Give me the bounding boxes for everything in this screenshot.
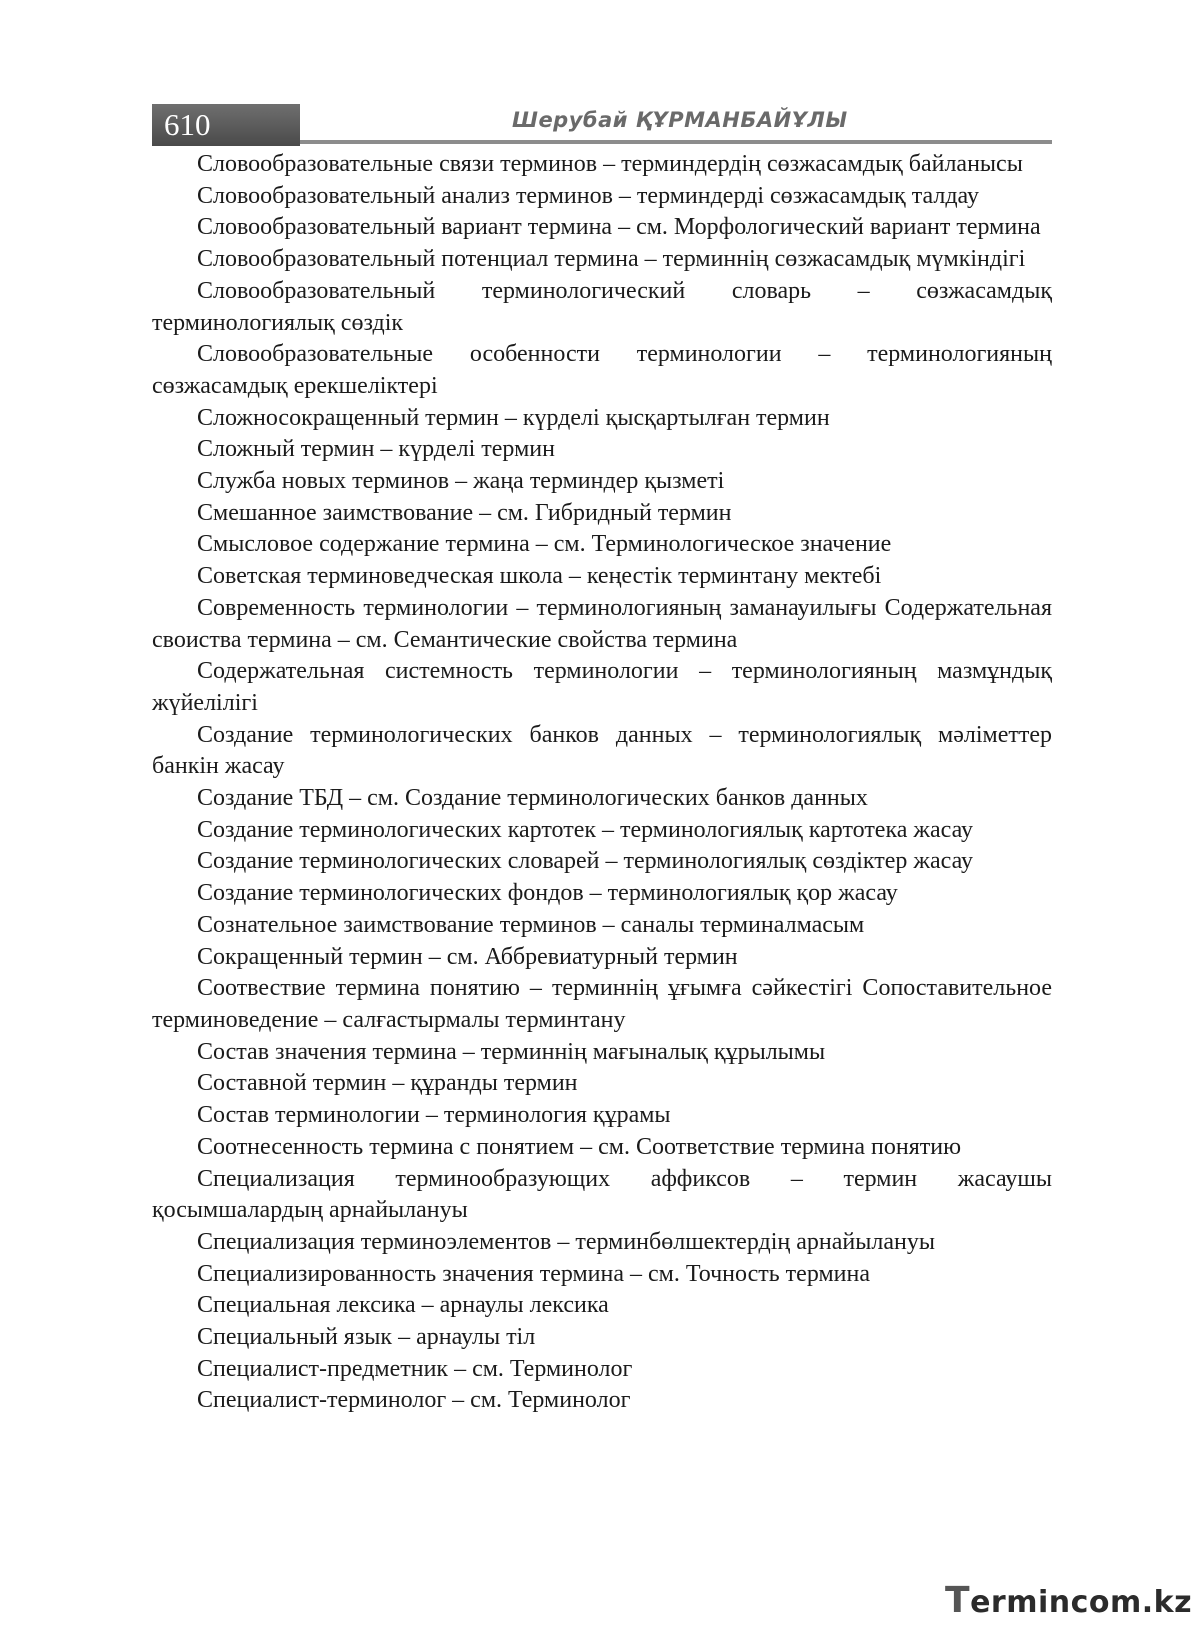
glossary-entry: Словообразовательный вариант термина – см. Морфологический вариант термина bbox=[197, 214, 1041, 241]
glossary-entry: Создание терминологических фондов – терминологиялық қор жасау bbox=[197, 880, 898, 907]
glossary-entry: Сознательное заимствование терминов – саналы терминалмасым bbox=[197, 911, 865, 938]
glossary-entry: Специализация терминоэлементов – терминбөлшектердің арнайылануы bbox=[197, 1228, 935, 1255]
header-rule bbox=[300, 140, 1052, 144]
glossary-entry: Составной термин – құранды термин bbox=[197, 1070, 578, 1097]
glossary-entry: Специалист-предметник – см. Терминолог bbox=[197, 1355, 633, 1382]
glossary-entry: Содержательная системность терминологии – терминологияның мазмұндық жүйелілігі bbox=[152, 658, 1052, 716]
glossary-entry: Сложносокращенный термин – күрделі қысқартылған термин bbox=[197, 404, 830, 431]
page-header bbox=[152, 104, 1052, 146]
running-head-author: Шерубай ҚҰРМАНБАЙҰЛЫ bbox=[512, 108, 848, 132]
glossary-entry: Специальная лексика – арнаулы лексика bbox=[197, 1292, 609, 1319]
page-number: 610 bbox=[152, 104, 300, 146]
glossary-entry: Сложный термин – күрделі термин bbox=[197, 436, 555, 463]
glossary-entry: Советская терминоведческая школа – кеңестік терминтану мектебі bbox=[197, 563, 882, 590]
glossary-entry: Специализированность значения термина – см. Точность термина bbox=[197, 1260, 870, 1287]
glossary-entry: Словообразовательные особенности терминологии – терминологияның сөзжасамдық ерекшеліктері bbox=[152, 341, 1052, 399]
glossary-body bbox=[152, 149, 1052, 1417]
glossary-entry: Соотвествие термина понятию – терминнің ұғымға сәйкестігі Сопоставительное терминоведение – салғастырмалы терминтану bbox=[152, 975, 1052, 1033]
glossary-entry: Словообразовательный терминологический словарь – сөзжасамдық терминологиялық сөздік bbox=[152, 277, 1052, 336]
glossary-entry: Сокращенный термин – см. Аббревиатурный термин bbox=[197, 943, 738, 970]
glossary-entry: Смешанное заимствование – см. Гибридный термин bbox=[197, 499, 732, 526]
watermark-first-letter: T bbox=[945, 1580, 971, 1621]
glossary-entry: Создание ТБД – см. Создание терминологических банков данных bbox=[197, 785, 868, 812]
glossary-entry: Соотнесенность термина с понятием – см. Соответствие термина понятию bbox=[197, 1133, 962, 1160]
watermark-tail: .kz bbox=[1141, 1585, 1192, 1620]
termincom-watermark-logo bbox=[945, 1580, 1192, 1621]
glossary-entry: Служба новых терминов – жаңа терминдер қызметі bbox=[197, 468, 725, 495]
glossary-entry: Создание терминологических банков данных – терминологиялық мәліметтер банкін жасау bbox=[152, 721, 1052, 780]
glossary-entry: Состав терминологии – терминология құрамы bbox=[197, 1102, 671, 1129]
glossary-entry: Смысловое содержание термина – см. Терминологическое значение bbox=[197, 531, 892, 558]
watermark-middle: ermincom bbox=[970, 1585, 1142, 1620]
glossary-entry: Создание терминологических словарей – терминологиялық сөздіктер жасау bbox=[197, 848, 974, 875]
glossary-entry: Специальный язык – арнаулы тіл bbox=[197, 1324, 536, 1351]
glossary-entry: Словообразовательный потенциал термина – терминнің сөзжасамдық мүмкіндігі bbox=[197, 246, 1026, 273]
glossary-entry: Создание терминологических картотек – терминологиялық картотека жасау bbox=[197, 816, 974, 843]
glossary-entry: Словообразовательный анализ терминов – терминдерді сөзжасамдық талдау bbox=[197, 182, 979, 209]
glossary-entry: Специалист-терминолог – см. Терминолог bbox=[197, 1387, 631, 1414]
glossary-entry: Словообразовательные связи терминов – терминдердің сөзжасамдық байланысы bbox=[197, 151, 1023, 177]
glossary-entry: Современность терминологии – терминологияның заманауилығы Содержательная своиства термина – см. Семантические свойства термина bbox=[152, 594, 1052, 653]
glossary-entry: Специализация терминообразующих аффиксов – термин жасаушы қосымшалардың арнайылануы bbox=[152, 1165, 1052, 1224]
glossary-entry: Состав значения термина – терминнің мағыналық құрылымы bbox=[197, 1038, 826, 1065]
